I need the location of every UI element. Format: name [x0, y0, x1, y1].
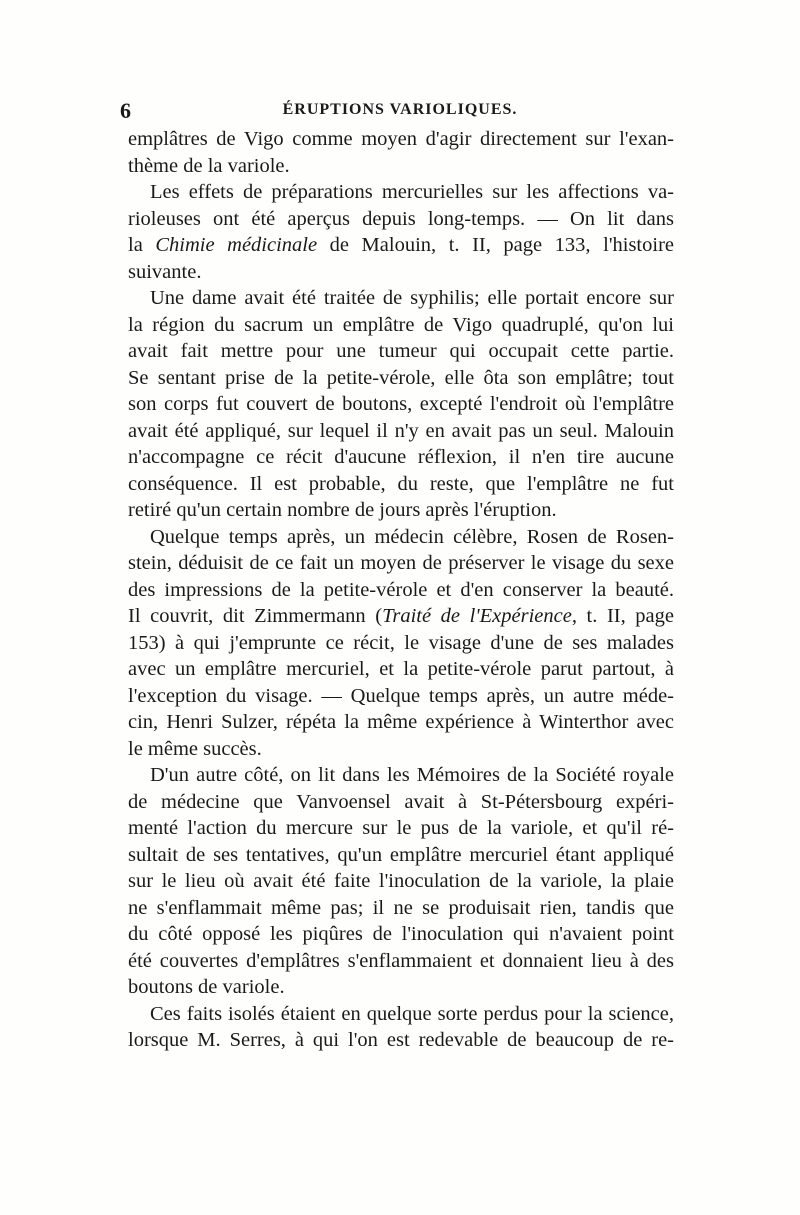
text-line: le même succès. — [128, 737, 262, 760]
text-line: emplâtres de Vigo comme moyen d'agir directement sur l'exan- — [128, 128, 674, 150]
text-line: son corps fut couvert de boutons, excepté l'endroit où l'emplâtre — [128, 393, 674, 415]
text-line: sultait de ses tentatives, qu'un emplâtre mercuriel étant appliqué — [128, 843, 674, 866]
text-fragment: Il couvrit, dit Zimmermann ( — [128, 605, 383, 627]
text-line: Quelque temps après, un médecin célèbre, Rosen de Rosen- — [150, 525, 674, 548]
book-title-italic: Traité de l'Expérience — [382, 605, 572, 627]
text-line: l'exception du visage. — Quelque temps après, un autre méde- — [128, 684, 674, 707]
paragraph-1 — [128, 126, 674, 179]
page-number: 6 — [120, 98, 131, 123]
text-line: rioleuses ont été aperçus depuis long-temps. — On lit dans — [128, 207, 674, 230]
paragraph-4 — [128, 524, 674, 763]
text-line: avait été appliqué, sur lequel il n'y en avait pas un seul. Malouin — [128, 419, 674, 442]
text-line: de médecine que Vanvoensel avait à St-Pétersbourg expéri- — [128, 790, 674, 813]
text-fragment: la — [128, 234, 143, 256]
text-line: Se sentant prise de la petite-vérole, elle ôta son emplâtre; tout — [128, 366, 674, 389]
paragraph-5 — [128, 762, 674, 1001]
paragraph-3 — [128, 285, 674, 524]
text-line: suivante. — [128, 260, 202, 283]
text-line: lorsque M. Serres, à qui l'on est redevable de beaucoup de re- — [128, 1029, 674, 1051]
book-title-italic: Chimie médicinale — [155, 234, 318, 256]
text-line: ne s'enflammait même pas; il ne se produisait rien, tandis que — [128, 896, 674, 919]
paragraph-2 — [128, 179, 674, 285]
text-line: du côté opposé les piqûres de l'inoculation qui n'avaient point — [128, 923, 674, 945]
text-line — [128, 232, 674, 259]
text-line: avec un emplâtre mercuriel, et la petite-vérole parut partout, à — [128, 658, 674, 680]
text-line: avait fait mettre pour une tumeur qui occupait cette partie. — [128, 340, 674, 362]
text-line: D'un autre côté, on lit dans les Mémoires de la Société royale — [150, 764, 674, 786]
text-line: retiré qu'un certain nombre de jours après l'éruption. — [128, 499, 557, 521]
text-line: n'accompagne ce récit d'aucune réflexion, il n'en tire aucune — [128, 446, 674, 468]
text-line: boutons de variole. — [128, 976, 285, 998]
running-title: ÉRUPTIONS VARIOLIQUES. — [282, 101, 518, 118]
text-line: des impressions de la petite-vérole et d'en conserver la beauté. — [128, 578, 674, 601]
text-line: Ces faits isolés étaient en quelque sorte perdus pour la science, — [150, 1002, 674, 1025]
body-text — [128, 126, 674, 1054]
paragraph-6 — [128, 1001, 674, 1054]
text-line: la région du sacrum un emplâtre de Vigo quadruplé, qu'on lui — [128, 313, 674, 336]
text-line: thème de la variole. — [128, 154, 290, 177]
text-fragment: de Malouin, t. II, page 133, l'histoire — [329, 234, 674, 256]
text-line — [128, 603, 674, 630]
text-line: été couvertes d'emplâtres s'enflammaient et donnaient lieu à des — [128, 949, 674, 972]
text-fragment: , t. II, page — [571, 605, 674, 627]
running-header — [120, 98, 680, 124]
text-line: conséquence. Il est probable, du reste, que l'emplâtre ne fut — [128, 472, 674, 495]
text-line: 153) à qui j'emprunte ce récit, le visage d'une de ses malades — [128, 631, 674, 654]
text-line: cin, Henri Sulzer, répéta la même expérience à Winterthor avec — [128, 711, 674, 733]
text-line: Les effets de préparations mercurielles sur les affections va- — [150, 181, 674, 203]
text-line: menté l'action du mercure sur le pus de la variole, et qu'il ré- — [128, 817, 674, 839]
text-line: stein, déduisit de ce fait un moyen de préserver le visage du sexe — [128, 552, 674, 574]
text-line: Une dame avait été traitée de syphilis; elle portait encore sur — [150, 287, 674, 309]
text-line: sur le lieu où avait été faite l'inoculation de la variole, la plaie — [128, 870, 674, 892]
